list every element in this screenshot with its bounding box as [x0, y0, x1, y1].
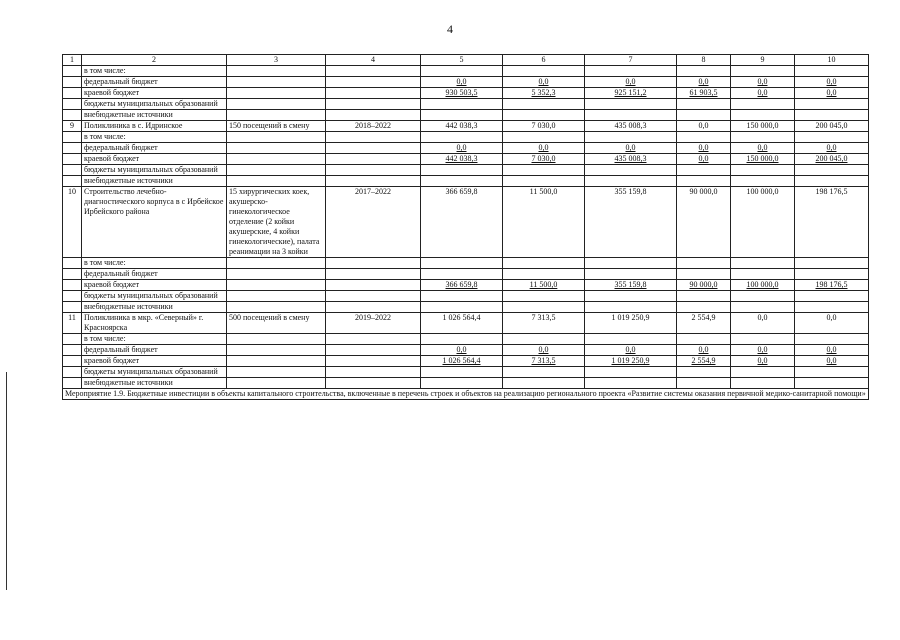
column-header-2: 2 [82, 55, 227, 66]
amount-cell [503, 99, 585, 110]
period-cell [326, 258, 421, 269]
item-name-cell: краевой бюджет [82, 154, 227, 165]
amount-cell [795, 334, 869, 345]
amount-cell [795, 302, 869, 313]
amount-cell: 7 313,5 [503, 356, 585, 367]
amount-cell: 0,0 [585, 345, 677, 356]
amount-cell [503, 132, 585, 143]
amount-cell: 0,0 [677, 154, 731, 165]
amount-cell: 198 176,5 [795, 187, 869, 258]
capacity-cell [227, 132, 326, 143]
amount-cell [795, 367, 869, 378]
item-name-cell: краевой бюджет [82, 88, 227, 99]
item-name-cell: бюджеты муниципальных образований [82, 291, 227, 302]
amount-cell: 90 000,0 [677, 187, 731, 258]
item-name-cell: федеральный бюджет [82, 269, 227, 280]
period-cell [326, 356, 421, 367]
funding-row [63, 66, 869, 77]
item-name-cell: Поликлиника в мкр. «Северный» г. Красноярска [82, 313, 227, 334]
row-index-cell [63, 66, 82, 77]
amount-cell [677, 269, 731, 280]
project-row [63, 313, 869, 334]
amount-cell [503, 110, 585, 121]
amount-cell [585, 165, 677, 176]
amount-cell [421, 132, 503, 143]
scan-margin-line [6, 372, 7, 590]
column-header-3: 3 [227, 55, 326, 66]
item-name-cell: краевой бюджет [82, 356, 227, 367]
column-header-10: 10 [795, 55, 869, 66]
funding-row [63, 77, 869, 88]
amount-cell: 0,0 [731, 143, 795, 154]
funding-row [63, 345, 869, 356]
row-index-cell [63, 302, 82, 313]
amount-cell: 0,0 [421, 143, 503, 154]
item-name-cell: внебюджетные источники [82, 302, 227, 313]
amount-cell: 442 038,3 [421, 121, 503, 132]
amount-cell: 1 019 250,9 [585, 313, 677, 334]
amount-cell [421, 367, 503, 378]
period-cell [326, 110, 421, 121]
amount-cell [795, 378, 869, 389]
amount-cell: 0,0 [795, 88, 869, 99]
amount-cell [677, 66, 731, 77]
funding-row [63, 367, 869, 378]
funding-row [63, 88, 869, 99]
row-index-cell [63, 269, 82, 280]
amount-cell [421, 176, 503, 187]
funding-row [63, 110, 869, 121]
funding-row [63, 302, 869, 313]
amount-cell: 198 176,5 [795, 280, 869, 291]
capacity-cell [227, 99, 326, 110]
amount-cell [421, 291, 503, 302]
amount-cell: 0,0 [677, 121, 731, 132]
amount-cell [677, 334, 731, 345]
period-cell [326, 66, 421, 77]
amount-cell: 442 038,3 [421, 154, 503, 165]
amount-cell [677, 378, 731, 389]
amount-cell [421, 110, 503, 121]
amount-cell [731, 66, 795, 77]
capacity-cell [227, 165, 326, 176]
amount-cell: 0,0 [795, 77, 869, 88]
amount-cell: 5 352,3 [503, 88, 585, 99]
period-cell [326, 88, 421, 99]
amount-cell: 1 019 250,9 [585, 356, 677, 367]
column-header-5: 5 [421, 55, 503, 66]
amount-cell [421, 302, 503, 313]
capacity-cell [227, 88, 326, 99]
item-name-cell: Поликлиника в с. Идринское [82, 121, 227, 132]
funding-row [63, 291, 869, 302]
amount-cell: 0,0 [795, 143, 869, 154]
amount-cell: 0,0 [503, 345, 585, 356]
column-header-8: 8 [677, 55, 731, 66]
column-header-4: 4 [326, 55, 421, 66]
project-row [63, 187, 869, 258]
amount-cell [421, 269, 503, 280]
period-cell [326, 334, 421, 345]
funding-row [63, 99, 869, 110]
capacity-cell [227, 258, 326, 269]
amount-cell [731, 132, 795, 143]
amount-cell: 0,0 [585, 77, 677, 88]
amount-cell [503, 378, 585, 389]
amount-cell [677, 132, 731, 143]
amount-cell [731, 258, 795, 269]
row-index-cell [63, 345, 82, 356]
amount-cell [677, 302, 731, 313]
amount-cell [585, 66, 677, 77]
amount-cell: 366 659,8 [421, 187, 503, 258]
amount-cell [731, 367, 795, 378]
amount-cell [585, 291, 677, 302]
funding-row [63, 356, 869, 367]
capacity-cell [227, 291, 326, 302]
funding-row [63, 280, 869, 291]
amount-cell [503, 291, 585, 302]
item-name-cell: федеральный бюджет [82, 143, 227, 154]
capacity-cell [227, 302, 326, 313]
amount-cell: 0,0 [731, 88, 795, 99]
amount-cell [585, 258, 677, 269]
funding-row [63, 378, 869, 389]
column-number-row [63, 55, 869, 66]
capacity-cell [227, 154, 326, 165]
row-index-cell [63, 165, 82, 176]
amount-cell: 0,0 [731, 345, 795, 356]
page-number: 4 [447, 22, 453, 36]
period-cell: 2017–2022 [326, 187, 421, 258]
amount-cell: 61 903,5 [677, 88, 731, 99]
capacity-cell [227, 280, 326, 291]
capacity-cell [227, 334, 326, 345]
amount-cell: 0,0 [677, 143, 731, 154]
amount-cell [795, 258, 869, 269]
capacity-cell [227, 77, 326, 88]
period-cell: 2018–2022 [326, 121, 421, 132]
amount-cell [421, 258, 503, 269]
amount-cell [421, 334, 503, 345]
capacity-cell [227, 143, 326, 154]
column-header-1: 1 [63, 55, 82, 66]
period-cell [326, 132, 421, 143]
amount-cell [677, 176, 731, 187]
period-cell [326, 176, 421, 187]
amount-cell [503, 269, 585, 280]
row-index-cell: 10 [63, 187, 82, 258]
period-cell [326, 77, 421, 88]
amount-cell [795, 269, 869, 280]
amount-cell: 7 030,0 [503, 154, 585, 165]
amount-cell [795, 66, 869, 77]
row-index-cell [63, 258, 82, 269]
amount-cell [585, 132, 677, 143]
project-row [63, 121, 869, 132]
amount-cell: 200 045,0 [795, 121, 869, 132]
period-cell [326, 99, 421, 110]
amount-cell [421, 66, 503, 77]
row-index-cell [63, 378, 82, 389]
item-name-cell: Строительство лечебно-диагностического корпуса в с Ирбейское Ирбейского района [82, 187, 227, 258]
amount-cell [795, 176, 869, 187]
item-name-cell: краевой бюджет [82, 280, 227, 291]
amount-cell [503, 176, 585, 187]
amount-cell [585, 176, 677, 187]
amount-cell [585, 367, 677, 378]
funding-row [63, 165, 869, 176]
period-cell [326, 302, 421, 313]
capacity-cell: 500 посещений в смену [227, 313, 326, 334]
period-cell: 2019–2022 [326, 313, 421, 334]
period-cell [326, 280, 421, 291]
item-name-cell: в том числе: [82, 258, 227, 269]
item-name-cell: внебюджетные источники [82, 176, 227, 187]
item-name-cell: бюджеты муниципальных образований [82, 99, 227, 110]
amount-cell: 7 313,5 [503, 313, 585, 334]
amount-cell: 150 000,0 [731, 121, 795, 132]
period-cell [326, 143, 421, 154]
amount-cell: 150 000,0 [731, 154, 795, 165]
amount-cell: 100 000,0 [731, 187, 795, 258]
period-cell [326, 378, 421, 389]
amount-cell [677, 367, 731, 378]
amount-cell [503, 367, 585, 378]
amount-cell [503, 302, 585, 313]
amount-cell: 100 000,0 [731, 280, 795, 291]
row-index-cell [63, 356, 82, 367]
amount-cell [795, 110, 869, 121]
item-name-cell: в том числе: [82, 334, 227, 345]
amount-cell: 0,0 [795, 356, 869, 367]
item-name-cell: в том числе: [82, 132, 227, 143]
amount-cell [795, 291, 869, 302]
item-name-cell: внебюджетные источники [82, 110, 227, 121]
amount-cell: 925 151,2 [585, 88, 677, 99]
amount-cell [731, 378, 795, 389]
amount-cell: 0,0 [795, 345, 869, 356]
row-index-cell [63, 291, 82, 302]
amount-cell: 0,0 [503, 143, 585, 154]
row-index-cell [63, 367, 82, 378]
amount-cell [503, 66, 585, 77]
amount-cell [731, 99, 795, 110]
amount-cell: 11 500,0 [503, 187, 585, 258]
amount-cell: 90 000,0 [677, 280, 731, 291]
capacity-cell: 150 посещений в смену [227, 121, 326, 132]
row-index-cell [63, 280, 82, 291]
item-name-cell: бюджеты муниципальных образований [82, 367, 227, 378]
amount-cell: 435 008,3 [585, 154, 677, 165]
amount-cell [731, 269, 795, 280]
period-cell [326, 165, 421, 176]
amount-cell [585, 110, 677, 121]
amount-cell: 2 554,9 [677, 356, 731, 367]
amount-cell [731, 334, 795, 345]
budget-table [62, 54, 869, 400]
amount-cell [585, 302, 677, 313]
amount-cell [677, 110, 731, 121]
item-name-cell: федеральный бюджет [82, 77, 227, 88]
amount-cell [795, 165, 869, 176]
item-name-cell: в том числе: [82, 66, 227, 77]
funding-row [63, 132, 869, 143]
item-name-cell: федеральный бюджет [82, 345, 227, 356]
amount-cell [585, 269, 677, 280]
amount-cell: 7 030,0 [503, 121, 585, 132]
amount-cell [677, 258, 731, 269]
row-index-cell [63, 176, 82, 187]
funding-row [63, 334, 869, 345]
row-index-cell [63, 334, 82, 345]
amount-cell: 0,0 [677, 77, 731, 88]
amount-cell [795, 132, 869, 143]
amount-cell [503, 165, 585, 176]
row-index-cell: 9 [63, 121, 82, 132]
amount-cell [731, 176, 795, 187]
capacity-cell [227, 66, 326, 77]
amount-cell [677, 165, 731, 176]
amount-cell: 0,0 [585, 143, 677, 154]
amount-cell [731, 110, 795, 121]
amount-cell: 1 026 564,4 [421, 313, 503, 334]
period-cell [326, 367, 421, 378]
period-cell [326, 154, 421, 165]
capacity-cell [227, 378, 326, 389]
capacity-cell [227, 356, 326, 367]
amount-cell: 1 026 564,4 [421, 356, 503, 367]
capacity-cell: 15 хирургических коек, акушерско-гинекологическое отделение (2 койки акушерские, 4 койки гинекологические), палата реанимации на 3 койки [227, 187, 326, 258]
capacity-cell [227, 345, 326, 356]
table-body [63, 66, 869, 389]
row-index-cell [63, 99, 82, 110]
capacity-cell [227, 367, 326, 378]
row-index-cell [63, 88, 82, 99]
amount-cell: 0,0 [731, 356, 795, 367]
amount-cell: 0,0 [421, 345, 503, 356]
amount-cell: 355 159,8 [585, 187, 677, 258]
amount-cell [585, 334, 677, 345]
amount-cell [585, 99, 677, 110]
amount-cell [503, 334, 585, 345]
amount-cell [421, 165, 503, 176]
row-index-cell [63, 154, 82, 165]
amount-cell [421, 99, 503, 110]
amount-cell [677, 99, 731, 110]
period-cell [326, 269, 421, 280]
column-header-9: 9 [731, 55, 795, 66]
amount-cell: 435 008,3 [585, 121, 677, 132]
amount-cell: 366 659,8 [421, 280, 503, 291]
amount-cell: 0,0 [795, 313, 869, 334]
funding-row [63, 269, 869, 280]
item-name-cell: бюджеты муниципальных образований [82, 165, 227, 176]
footer-row [63, 389, 869, 400]
amount-cell [585, 378, 677, 389]
funding-row [63, 154, 869, 165]
amount-cell: 930 503,5 [421, 88, 503, 99]
amount-cell [731, 165, 795, 176]
funding-row [63, 176, 869, 187]
column-header-6: 6 [503, 55, 585, 66]
row-index-cell [63, 143, 82, 154]
amount-cell: 0,0 [731, 77, 795, 88]
amount-cell: 2 554,9 [677, 313, 731, 334]
amount-cell [503, 258, 585, 269]
funding-row [63, 258, 869, 269]
amount-cell: 0,0 [421, 77, 503, 88]
amount-cell: 200 045,0 [795, 154, 869, 165]
row-index-cell: 11 [63, 313, 82, 334]
period-cell [326, 345, 421, 356]
amount-cell [731, 291, 795, 302]
amount-cell: 0,0 [731, 313, 795, 334]
item-name-cell: внебюджетные источники [82, 378, 227, 389]
period-cell [326, 291, 421, 302]
row-index-cell [63, 77, 82, 88]
row-index-cell [63, 110, 82, 121]
amount-cell [731, 302, 795, 313]
row-index-cell [63, 132, 82, 143]
amount-cell [795, 99, 869, 110]
capacity-cell [227, 110, 326, 121]
footer-note: Мероприятие 1.9. Бюджетные инвестиции в объекты капитального строительства, включенные в перечень строек и объектов на реализацию регионального проекта «Развитие системы оказания первичной медико-санитарной помощи» [63, 389, 869, 400]
amount-cell: 0,0 [503, 77, 585, 88]
funding-row [63, 143, 869, 154]
amount-cell: 355 159,8 [585, 280, 677, 291]
amount-cell [421, 378, 503, 389]
column-header-7: 7 [585, 55, 677, 66]
amount-cell [677, 291, 731, 302]
amount-cell: 11 500,0 [503, 280, 585, 291]
amount-cell: 0,0 [677, 345, 731, 356]
capacity-cell [227, 176, 326, 187]
capacity-cell [227, 269, 326, 280]
